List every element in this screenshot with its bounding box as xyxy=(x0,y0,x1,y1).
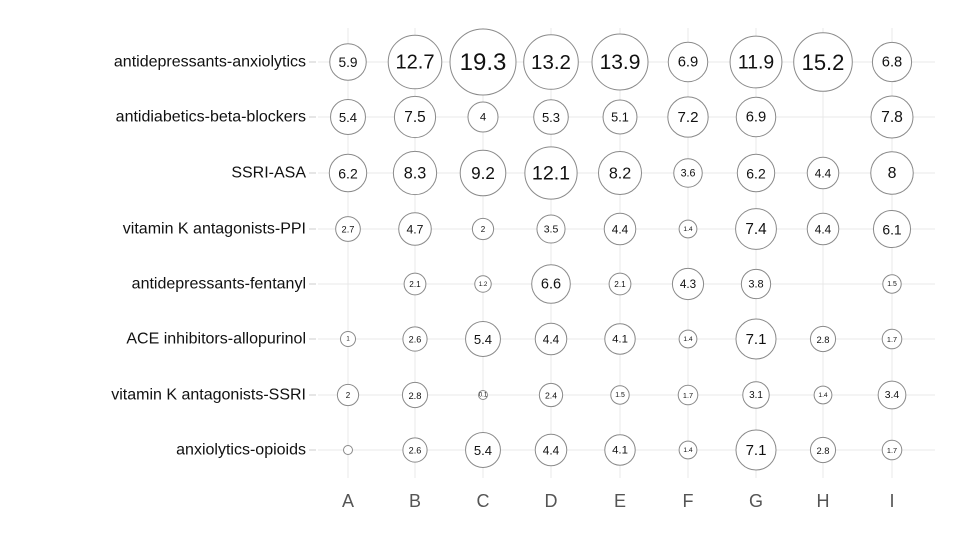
bubble-point xyxy=(403,327,427,351)
column-label: G xyxy=(748,491,764,511)
bubble-point xyxy=(668,97,708,137)
bubble-point xyxy=(331,100,366,135)
bubble-point xyxy=(814,386,832,404)
bubble-label: 4.4 xyxy=(814,166,832,181)
bubble-label: 2.8 xyxy=(816,445,830,456)
bubble-label: 13.9 xyxy=(599,51,641,74)
bubbles xyxy=(329,29,913,470)
bubble-label: 2.7 xyxy=(341,224,355,235)
row-label: vitamin K antagonists-PPI xyxy=(122,220,306,238)
bubble-point xyxy=(743,382,769,408)
bubble-point xyxy=(539,383,562,406)
bubble-point xyxy=(524,35,579,90)
bubble-point xyxy=(741,269,770,298)
bubble xyxy=(344,446,353,455)
bubble-label: 1.4 xyxy=(683,336,693,343)
bubble-label: 5.4 xyxy=(338,110,358,125)
bubble-label: 3.1 xyxy=(749,390,763,401)
bubble-point xyxy=(598,151,641,194)
bubble-label: 1.4 xyxy=(683,226,693,233)
bubble-point xyxy=(466,433,501,468)
bubble-point xyxy=(794,33,853,92)
column-label: E xyxy=(613,491,627,511)
bubble-label: 7.1 xyxy=(745,442,767,459)
bubble-point xyxy=(672,268,703,299)
bubble-point xyxy=(468,102,498,132)
bubble-point xyxy=(399,213,432,246)
bubble-label: 13.2 xyxy=(531,51,571,74)
bubble-label: 1 xyxy=(346,336,350,343)
bubble-label: 1.7 xyxy=(886,446,898,455)
bubble-label: 1.4 xyxy=(683,447,693,454)
bubble-point xyxy=(394,96,435,137)
bubble-point xyxy=(537,215,565,243)
bubble-point xyxy=(340,331,355,346)
bubble-label: 2 xyxy=(480,225,486,234)
bubble-point xyxy=(873,210,910,247)
bubble-label: 1.5 xyxy=(887,281,897,288)
bubble-point xyxy=(402,382,427,407)
column-label: I xyxy=(889,491,895,511)
bubble-label: 7.2 xyxy=(677,109,699,126)
bubble-label: 0.1 xyxy=(478,392,488,399)
bubble-label: 8 xyxy=(887,165,897,182)
bubble-point xyxy=(872,42,911,81)
bubble-point xyxy=(330,44,367,81)
bubble-point xyxy=(736,430,776,470)
bubble-label: 2.4 xyxy=(544,390,558,401)
bubble-label: 3.5 xyxy=(543,223,559,236)
column-label: H xyxy=(816,491,830,511)
bubble-point xyxy=(534,100,569,135)
bubble-point xyxy=(592,34,648,90)
bubble-point xyxy=(736,209,777,250)
bubble-point xyxy=(871,96,913,138)
bubble-label: 3.6 xyxy=(680,167,696,180)
bubble-label: 4.4 xyxy=(814,222,832,237)
bubble-point xyxy=(736,319,776,359)
bubble-label: 8.2 xyxy=(608,164,632,183)
bubble-label: 4.1 xyxy=(612,333,628,346)
bubble-point xyxy=(882,440,902,460)
row-label: vitamin K antagonists-SSRI xyxy=(111,386,306,404)
bubble-label: 6.2 xyxy=(746,165,766,182)
row-label: antidepressants-fentanyl xyxy=(131,275,306,293)
bubble-label: 2.1 xyxy=(409,280,421,289)
bubble-point xyxy=(737,154,774,191)
bubble-label: 1.5 xyxy=(615,392,625,399)
column-labels xyxy=(342,491,895,511)
bubble-point xyxy=(450,29,516,95)
bubble-label: 7.4 xyxy=(745,221,767,238)
bubble-label: 2.8 xyxy=(816,334,830,345)
bubble-point xyxy=(611,386,629,404)
bubble-label: 5.4 xyxy=(473,443,493,458)
bubble-point xyxy=(605,435,635,465)
bubble-label: 6.2 xyxy=(338,165,358,182)
bubble-label: 1.4 xyxy=(818,392,828,399)
bubble-point xyxy=(679,441,697,459)
bubble-point xyxy=(337,384,358,405)
row-label: ACE inhibitors-allopurinol xyxy=(126,330,306,348)
bubble-point xyxy=(329,154,366,191)
bubble-point xyxy=(603,100,637,134)
bubble-label: 15.2 xyxy=(801,50,845,75)
bubble-point xyxy=(605,324,635,354)
bubble-point xyxy=(403,438,427,462)
column-label: A xyxy=(341,491,355,511)
bubble-point xyxy=(604,213,636,245)
bubble-label: 4.4 xyxy=(542,443,560,458)
bubble-label: 4 xyxy=(479,111,487,124)
bubble-point xyxy=(807,157,839,189)
column-label: D xyxy=(544,491,558,511)
bubble-point xyxy=(525,147,577,199)
bubble-label: 4.3 xyxy=(679,278,697,291)
bubble-label: 5.4 xyxy=(473,332,493,347)
row-labels xyxy=(111,54,306,459)
bubble-label: 2 xyxy=(345,391,351,400)
bubble-point xyxy=(609,273,631,295)
bubble-point xyxy=(336,217,361,242)
bubble-label: 8.3 xyxy=(403,164,427,183)
bubble-label: 6.6 xyxy=(540,276,562,293)
bubble-label: 3.4 xyxy=(884,390,900,401)
bubble-label: 6.9 xyxy=(745,109,767,126)
bubble-label: 7.8 xyxy=(881,109,903,126)
bubble-label: 2.6 xyxy=(408,445,422,456)
bubble-point xyxy=(736,97,775,136)
bubble-label: 5.9 xyxy=(338,55,358,70)
bubble-point xyxy=(344,446,353,455)
bubble-label: 4.7 xyxy=(406,222,424,237)
bubble-label: 2.8 xyxy=(408,390,422,401)
bubble-label: 4.4 xyxy=(611,222,629,237)
bubble-point xyxy=(535,323,567,355)
bubble-label: 4.1 xyxy=(612,444,628,457)
bubble-label: 19.3 xyxy=(459,49,507,76)
bubble-point xyxy=(388,35,442,89)
bubble-point xyxy=(878,381,906,409)
row-label: SSRI-ASA xyxy=(231,164,306,182)
bubble-point xyxy=(668,42,707,81)
bubble-point xyxy=(807,213,839,245)
bubble-point xyxy=(475,276,491,292)
bubble-point xyxy=(883,275,901,293)
bubble-point xyxy=(871,152,914,195)
column-label: F xyxy=(682,491,694,511)
bubble-label: 7.5 xyxy=(404,109,426,126)
bubble-point xyxy=(810,326,835,351)
bubble-point xyxy=(810,437,835,462)
bubble-label: 12.7 xyxy=(395,51,435,74)
bubble-point xyxy=(393,151,436,194)
bubble-point xyxy=(882,329,902,349)
bubble-label: 6.9 xyxy=(677,54,699,71)
bubble-point xyxy=(532,265,571,304)
bubble-label: 5.1 xyxy=(611,110,629,125)
bubble-label: 2.1 xyxy=(614,280,626,289)
bubble-point xyxy=(678,385,698,405)
row-label: antidepressants-anxiolytics xyxy=(113,53,306,71)
bubble-point xyxy=(679,220,697,238)
column-label: B xyxy=(408,491,422,511)
bubble-label: 3.8 xyxy=(748,278,764,291)
bubble-label: 9.2 xyxy=(471,164,495,183)
bubble-label: 6.8 xyxy=(881,54,903,71)
column-label: C xyxy=(476,491,490,511)
bubble-label: 1.2 xyxy=(478,281,488,288)
bubble-point xyxy=(404,273,426,295)
bubble-point xyxy=(466,322,501,357)
bubble-point xyxy=(674,159,703,188)
bubble-point xyxy=(460,150,506,196)
bubble-point xyxy=(479,391,488,400)
bubble-point xyxy=(730,36,782,88)
bubble-label: 1.7 xyxy=(886,335,898,344)
bubble-label: 11.9 xyxy=(737,51,775,74)
bubble-point xyxy=(535,434,567,466)
row-label: anxiolytics-opioids xyxy=(176,441,306,459)
bubble-label: 2.6 xyxy=(408,334,422,345)
bubble-label: 5.3 xyxy=(541,110,561,125)
bubble-point xyxy=(679,330,697,348)
bubble-label: 12.1 xyxy=(531,162,571,185)
bubble-label: 4.4 xyxy=(542,332,560,347)
row-label: antidiabetics-beta-blockers xyxy=(115,108,306,126)
bubble-label: 6.1 xyxy=(882,221,902,238)
gridlines xyxy=(309,28,935,478)
bubble-label: 1.7 xyxy=(682,391,694,400)
bubble-label: 7.1 xyxy=(745,331,767,348)
bubble-point xyxy=(472,218,493,239)
